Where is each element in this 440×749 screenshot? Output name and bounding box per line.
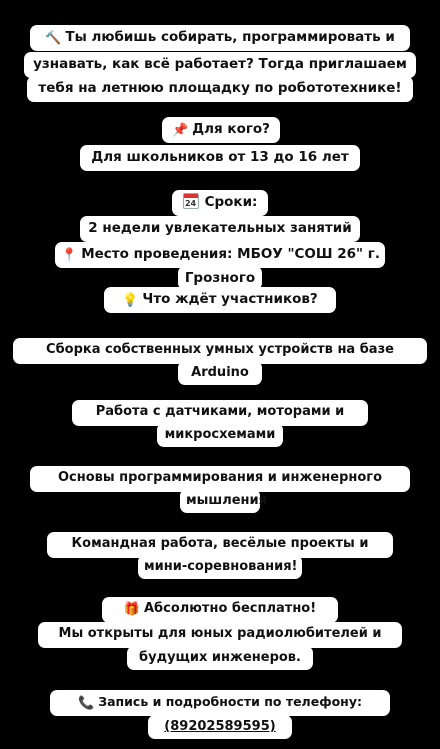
- hammer-icon: 🔨: [45, 31, 62, 46]
- gift-icon: 🎁: [123, 602, 140, 617]
- intro-text-2: узнавать, как всё работает? Тогда приглашаем: [33, 56, 407, 72]
- phone-link[interactable]: (89202589595): [164, 719, 276, 734]
- item-1-line-2: Arduino: [178, 361, 262, 385]
- free-heading: 🎁 Абсолютно бесплатно!: [102, 597, 338, 623]
- telephone-icon: 📞: [78, 696, 95, 711]
- calendar-icon: 24: [183, 193, 199, 209]
- free-line-2: будущих инженеров.: [127, 646, 313, 670]
- round-pushpin-icon: 📍: [61, 248, 78, 263]
- intro-text-3: тебя на летнюю площадку по робототехнике!: [38, 80, 402, 96]
- item-2-line-2: микросхемами: [157, 423, 283, 447]
- for-whom-text: Для школьников от 13 до 16 лет: [80, 145, 360, 171]
- contact-label: 📞 Запись и подробности по телефону:: [50, 690, 390, 716]
- light-bulb-icon: 💡: [122, 293, 139, 308]
- item-3-line-2: мышления: [180, 489, 260, 513]
- item-4-line-2: мини-соревнования!: [138, 555, 302, 579]
- item-4-line-1: Командная работа, весёлые проекты и: [47, 532, 393, 558]
- expect-heading: 💡 Что ждёт участников?: [104, 287, 336, 313]
- pushpin-icon: 📌: [171, 123, 189, 138]
- item-2-line-1: Работа с датчиками, моторами и: [72, 400, 368, 426]
- venue-line-1: 📍 Место проведения: МБОУ "СОШ 26" г.: [55, 242, 385, 268]
- intro-text-1: Ты любишь собирать, программировать и: [65, 29, 395, 45]
- dates-heading: 24 Сроки:: [172, 190, 268, 216]
- dates-text: 2 недели увлекательных занятий: [80, 216, 360, 242]
- free-line-1: Мы открыты для юных радиолюбителей и: [38, 622, 402, 648]
- intro-line-3: [27, 76, 413, 102]
- intro-line-2: [24, 52, 416, 78]
- item-3-line-1: Основы программирования и инженерного: [30, 466, 410, 492]
- venue-line-2: Грозного: [178, 266, 262, 290]
- contact-phone[interactable]: [148, 715, 292, 739]
- item-1-line-1: Сборка собственных умных устройств на базе: [13, 338, 427, 364]
- for-whom-heading: 📌 Для кого?: [162, 117, 280, 143]
- intro-line-1: [30, 25, 410, 51]
